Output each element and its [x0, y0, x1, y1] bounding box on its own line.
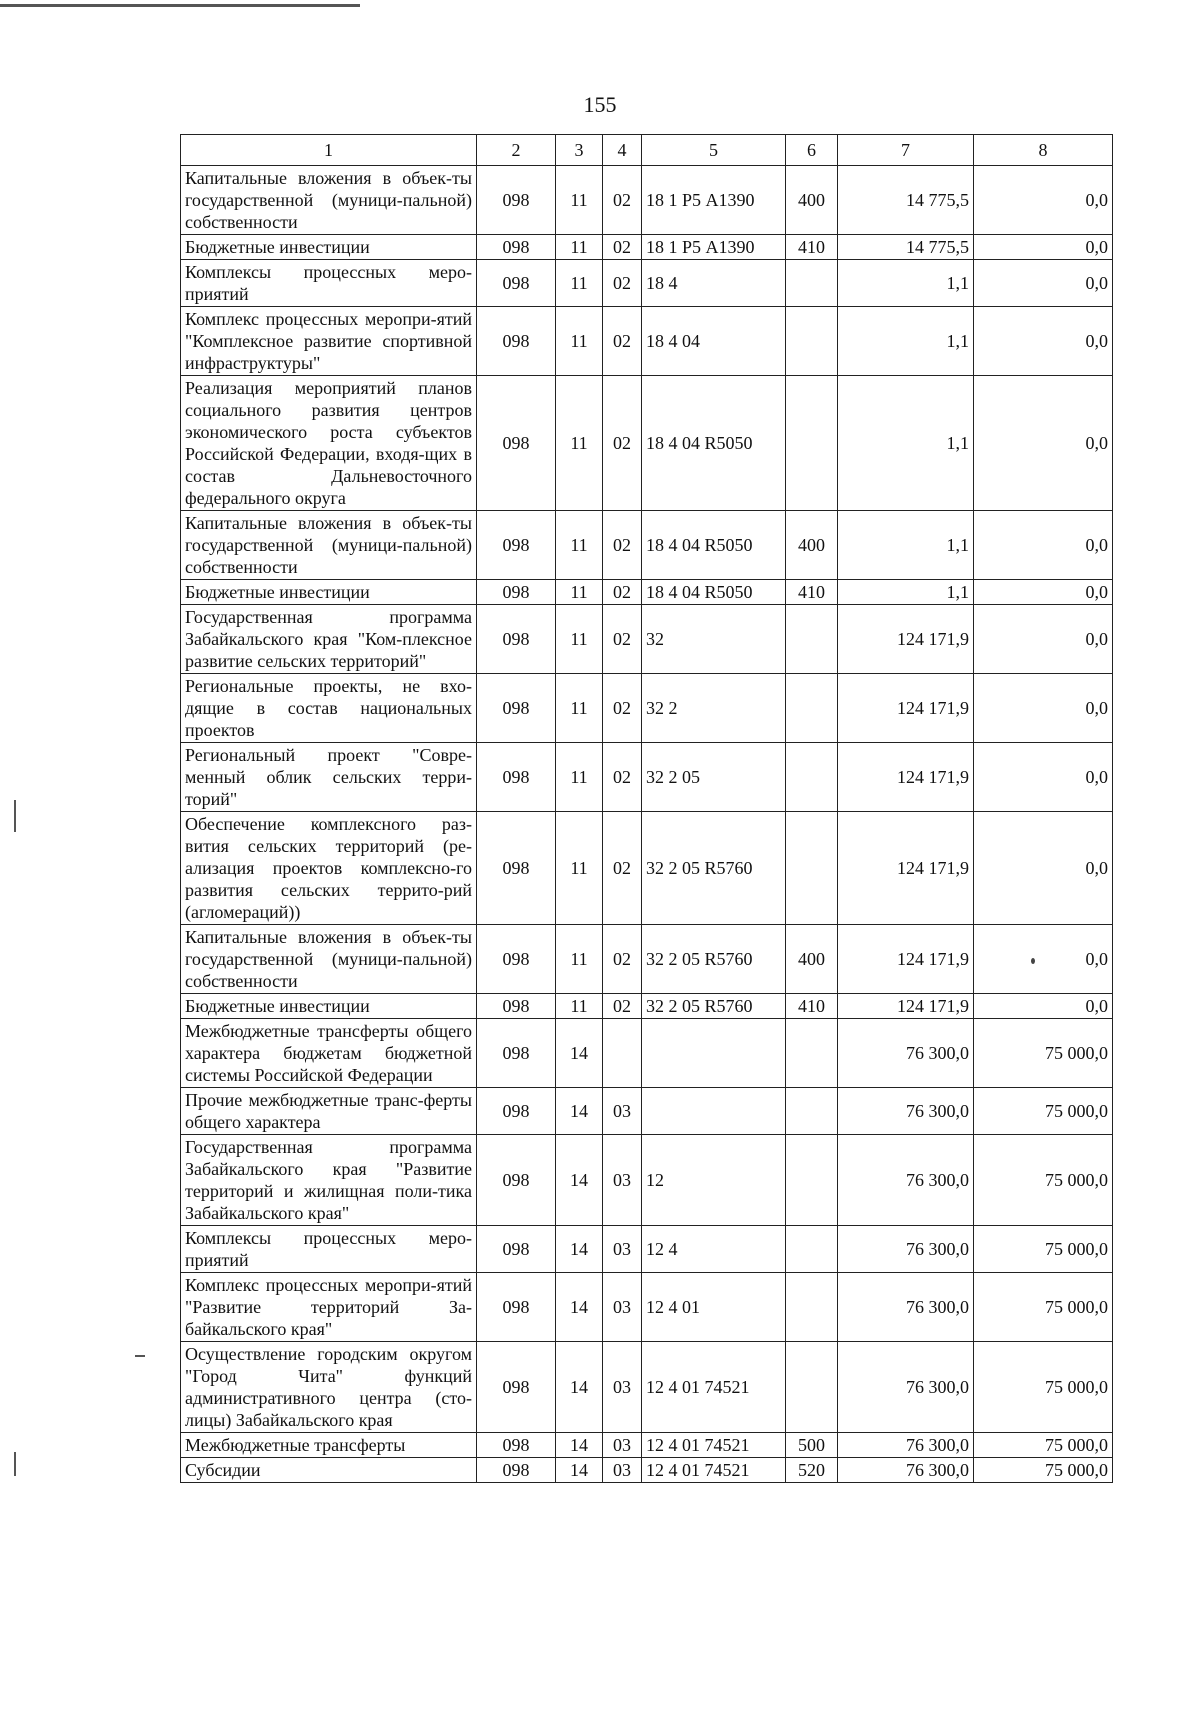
cell-amount-col8: 75 000,0 [974, 1226, 1113, 1273]
row-name: Бюджетные инвестиции [181, 580, 477, 605]
cell-amount-col8: 0,0 [974, 376, 1113, 511]
cell-section: 11 [556, 511, 603, 580]
cell-amount-col8: 75 000,0 [974, 1433, 1113, 1458]
cell-amount-col7: 124 171,9 [838, 994, 974, 1019]
cell-code: 098 [477, 1226, 556, 1273]
row-name: Осуществление городским округом "Город Чита" функций административного центра (сто-лицы) Забайкальского края [181, 1342, 477, 1433]
cell-section: 14 [556, 1019, 603, 1088]
cell-target-article: 12 4 01 74521 [642, 1342, 786, 1433]
cell-amount-col7: 1,1 [838, 307, 974, 376]
cell-subsection: 02 [603, 307, 642, 376]
cell-code: 098 [477, 580, 556, 605]
column-header: 1 [181, 135, 477, 166]
cell-amount-col8: 75 000,0 [974, 1088, 1113, 1135]
cell-amount-col7: 124 171,9 [838, 605, 974, 674]
cell-section: 14 [556, 1088, 603, 1135]
cell-amount-col7: 1,1 [838, 580, 974, 605]
cell-section: 11 [556, 260, 603, 307]
column-header: 4 [603, 135, 642, 166]
cell-amount-col7: 76 300,0 [838, 1019, 974, 1088]
cell-amount-col8: 75 000,0 [974, 1135, 1113, 1226]
cell-amount-col8: 0,0 [974, 235, 1113, 260]
row-name: Капитальные вложения в объек-ты государственной (муници-пальной) собственности [181, 925, 477, 994]
cell-subsection: 02 [603, 580, 642, 605]
cell-section: 11 [556, 812, 603, 925]
cell-expense-type: 410 [786, 235, 838, 260]
table-row [181, 925, 1113, 994]
cell-expense-type [786, 1088, 838, 1135]
cell-code: 098 [477, 1273, 556, 1342]
cell-expense-type [786, 674, 838, 743]
cell-code: 098 [477, 925, 556, 994]
cell-expense-type: 520 [786, 1458, 838, 1483]
cell-target-article: 32 2 05 [642, 743, 786, 812]
cell-expense-type [786, 307, 838, 376]
cell-target-article: 32 2 [642, 674, 786, 743]
table-row [181, 743, 1113, 812]
cell-target-article: 32 2 05 R5760 [642, 812, 786, 925]
table-row [181, 1433, 1113, 1458]
table-row [181, 260, 1113, 307]
cell-target-article: 12 4 01 [642, 1273, 786, 1342]
scan-artifact-line [0, 4, 360, 7]
row-name: Межбюджетные трансферты общего характера бюджетам бюджетной системы Российской Федерации [181, 1019, 477, 1088]
cell-subsection: 02 [603, 260, 642, 307]
table-row [181, 511, 1113, 580]
table-body [181, 166, 1113, 1483]
cell-section: 14 [556, 1458, 603, 1483]
cell-expense-type [786, 1019, 838, 1088]
cell-expense-type [786, 812, 838, 925]
cell-section: 11 [556, 674, 603, 743]
cell-amount-col8: 75 000,0 [974, 1342, 1113, 1433]
cell-section: 11 [556, 376, 603, 511]
column-header: 5 [642, 135, 786, 166]
cell-amount-col7: 124 171,9 [838, 925, 974, 994]
cell-code: 098 [477, 260, 556, 307]
row-name: Комплексы процессных меро-приятий [181, 1226, 477, 1273]
cell-subsection: 02 [603, 235, 642, 260]
table-row [181, 235, 1113, 260]
cell-subsection: 03 [603, 1226, 642, 1273]
table-row [181, 1273, 1113, 1342]
cell-amount-col8: 0,0 [974, 925, 1113, 994]
cell-target-article: 18 1 Р5 А1390 [642, 166, 786, 235]
table-row [181, 1019, 1113, 1088]
cell-amount-col8: 75 000,0 [974, 1273, 1113, 1342]
cell-amount-col8: 0,0 [974, 580, 1113, 605]
row-name: Бюджетные инвестиции [181, 235, 477, 260]
cell-expense-type [786, 1226, 838, 1273]
cell-code: 098 [477, 235, 556, 260]
cell-code: 098 [477, 1135, 556, 1226]
cell-code: 098 [477, 674, 556, 743]
cell-target-article: 12 4 [642, 1226, 786, 1273]
cell-code: 098 [477, 1342, 556, 1433]
cell-code: 098 [477, 1088, 556, 1135]
cell-target-article: 12 4 01 74521 [642, 1458, 786, 1483]
cell-amount-col7: 76 300,0 [838, 1226, 974, 1273]
row-name: Межбюджетные трансферты [181, 1433, 477, 1458]
cell-subsection: 03 [603, 1458, 642, 1483]
cell-amount-col7: 76 300,0 [838, 1135, 974, 1226]
cell-code: 098 [477, 1458, 556, 1483]
cell-amount-col7: 124 171,9 [838, 743, 974, 812]
cell-target-article [642, 1019, 786, 1088]
cell-amount-col8: 0,0 [974, 674, 1113, 743]
cell-amount-col8: 0,0 [974, 994, 1113, 1019]
cell-target-article: 12 [642, 1135, 786, 1226]
cell-amount-col7: 76 300,0 [838, 1458, 974, 1483]
cell-expense-type: 400 [786, 511, 838, 580]
cell-target-article: 12 4 01 74521 [642, 1433, 786, 1458]
cell-target-article: 18 4 04 R5050 [642, 511, 786, 580]
row-name: Капитальные вложения в объек-ты государственной (муници-пальной) собственности [181, 511, 477, 580]
cell-code: 098 [477, 166, 556, 235]
cell-amount-col7: 14 775,5 [838, 166, 974, 235]
cell-expense-type [786, 605, 838, 674]
cell-amount-col7: 76 300,0 [838, 1433, 974, 1458]
cell-amount-col8: 0,0 [974, 166, 1113, 235]
cell-subsection: 03 [603, 1135, 642, 1226]
cell-target-article [642, 1088, 786, 1135]
row-name: Прочие межбюджетные транс-ферты общего характера [181, 1088, 477, 1135]
cell-section: 11 [556, 994, 603, 1019]
cell-amount-col8: 0,0 [974, 743, 1113, 812]
cell-section: 11 [556, 605, 603, 674]
scan-artifact-mark [14, 1452, 16, 1476]
cell-expense-type: 410 [786, 994, 838, 1019]
cell-target-article: 32 2 05 R5760 [642, 925, 786, 994]
row-name: Региональные проекты, не вхо-дящие в состав национальных проектов [181, 674, 477, 743]
cell-code: 098 [477, 376, 556, 511]
cell-code: 098 [477, 743, 556, 812]
cell-amount-col7: 1,1 [838, 511, 974, 580]
cell-amount-col7: 76 300,0 [838, 1342, 974, 1433]
cell-amount-col8: 75 000,0 [974, 1019, 1113, 1088]
cell-section: 14 [556, 1433, 603, 1458]
cell-target-article: 32 2 05 R5760 [642, 994, 786, 1019]
row-name: Региональный проект "Совре-менный облик сельских терри-торий" [181, 743, 477, 812]
cell-code: 098 [477, 1433, 556, 1458]
cell-subsection: 03 [603, 1433, 642, 1458]
table-row [181, 674, 1113, 743]
cell-target-article: 18 4 04 R5050 [642, 376, 786, 511]
cell-expense-type [786, 743, 838, 812]
cell-code: 098 [477, 994, 556, 1019]
table-row [181, 605, 1113, 674]
table-row [181, 580, 1113, 605]
table-row [181, 1135, 1113, 1226]
cell-target-article: 32 [642, 605, 786, 674]
table-row [181, 307, 1113, 376]
cell-code: 098 [477, 307, 556, 376]
column-header: 2 [477, 135, 556, 166]
cell-section: 14 [556, 1226, 603, 1273]
cell-amount-col8: 75 000,0 [974, 1458, 1113, 1483]
cell-code: 098 [477, 812, 556, 925]
cell-expense-type [786, 1135, 838, 1226]
cell-amount-col7: 1,1 [838, 376, 974, 511]
row-name: Бюджетные инвестиции [181, 994, 477, 1019]
column-header: 7 [838, 135, 974, 166]
cell-expense-type: 410 [786, 580, 838, 605]
cell-amount-col8: 0,0 [974, 812, 1113, 925]
cell-amount-col8: 0,0 [974, 307, 1113, 376]
table-row [181, 1226, 1113, 1273]
cell-subsection: 03 [603, 1342, 642, 1433]
cell-expense-type [786, 376, 838, 511]
table-row [181, 166, 1113, 235]
cell-amount-col8: 0,0 [974, 260, 1113, 307]
cell-subsection: 02 [603, 812, 642, 925]
column-header: 3 [556, 135, 603, 166]
table-row [181, 376, 1113, 511]
cell-section: 11 [556, 307, 603, 376]
cell-amount-col7: 1,1 [838, 260, 974, 307]
budget-table [180, 134, 1113, 1483]
table-row [181, 1088, 1113, 1135]
cell-subsection: 02 [603, 166, 642, 235]
cell-amount-col7: 124 171,9 [838, 812, 974, 925]
cell-amount-col7: 76 300,0 [838, 1088, 974, 1135]
row-name: Капитальные вложения в объек-ты государственной (муници-пальной) собственности [181, 166, 477, 235]
cell-expense-type [786, 1273, 838, 1342]
row-name: Государственная программа Забайкальского края "Развитие территорий и жилищная поли-тика Забайкальского края" [181, 1135, 477, 1226]
page-number: 155 [583, 92, 617, 117]
cell-expense-type: 500 [786, 1433, 838, 1458]
cell-amount-col7: 76 300,0 [838, 1273, 974, 1342]
cell-subsection: 02 [603, 674, 642, 743]
table-header-row [181, 135, 1113, 166]
row-name: Государственная программа Забайкальского края "Ком-плексное развитие сельских территорий" [181, 605, 477, 674]
cell-expense-type: 400 [786, 166, 838, 235]
cell-amount-col8: 0,0 [974, 605, 1113, 674]
cell-subsection: 03 [603, 1273, 642, 1342]
table-row [181, 1342, 1113, 1433]
cell-subsection: 02 [603, 605, 642, 674]
table-row [181, 994, 1113, 1019]
cell-expense-type [786, 1342, 838, 1433]
row-name: Обеспечение комплексного раз-вития сельских территорий (ре-ализация проектов комплексно-го развития сельских террито-рий (агломераций)) [181, 812, 477, 925]
row-name: Комплекс процессных меропри-ятий "Комплексное развитие спортивной инфраструктуры" [181, 307, 477, 376]
cell-subsection: 02 [603, 994, 642, 1019]
cell-subsection [603, 1019, 642, 1088]
cell-expense-type [786, 260, 838, 307]
cell-section: 11 [556, 925, 603, 994]
cell-code: 098 [477, 1019, 556, 1088]
cell-section: 11 [556, 235, 603, 260]
row-name: Комплекс процессных меропри-ятий "Развитие территорий За-байкальского края" [181, 1273, 477, 1342]
column-header: 6 [786, 135, 838, 166]
cell-code: 098 [477, 511, 556, 580]
scan-artifact-mark [14, 800, 16, 832]
row-name: Реализация мероприятий планов социального развития центров экономического роста субъектов Российской Федерации, входя-щих в состав Дальневосточного федерального округа [181, 376, 477, 511]
cell-subsection: 02 [603, 376, 642, 511]
cell-expense-type: 400 [786, 925, 838, 994]
cell-subsection: 02 [603, 743, 642, 812]
cell-subsection: 03 [603, 1088, 642, 1135]
cell-target-article: 18 4 [642, 260, 786, 307]
row-name: Субсидии [181, 1458, 477, 1483]
table-row [181, 812, 1113, 925]
cell-code: 098 [477, 605, 556, 674]
cell-target-article: 18 4 04 [642, 307, 786, 376]
cell-section: 14 [556, 1273, 603, 1342]
cell-subsection: 02 [603, 925, 642, 994]
row-name: Комплексы процессных меро-приятий [181, 260, 477, 307]
cell-section: 14 [556, 1135, 603, 1226]
cell-section: 14 [556, 1342, 603, 1433]
cell-section: 11 [556, 166, 603, 235]
column-header: 8 [974, 135, 1113, 166]
cell-target-article: 18 4 04 R5050 [642, 580, 786, 605]
table-row [181, 1458, 1113, 1483]
cell-section: 11 [556, 580, 603, 605]
cell-amount-col8: 0,0 [974, 511, 1113, 580]
cell-section: 11 [556, 743, 603, 812]
cell-target-article: 18 1 Р5 А1390 [642, 235, 786, 260]
scan-artifact-mark [135, 1355, 145, 1357]
cell-subsection: 02 [603, 511, 642, 580]
cell-amount-col7: 14 775,5 [838, 235, 974, 260]
cell-amount-col7: 124 171,9 [838, 674, 974, 743]
